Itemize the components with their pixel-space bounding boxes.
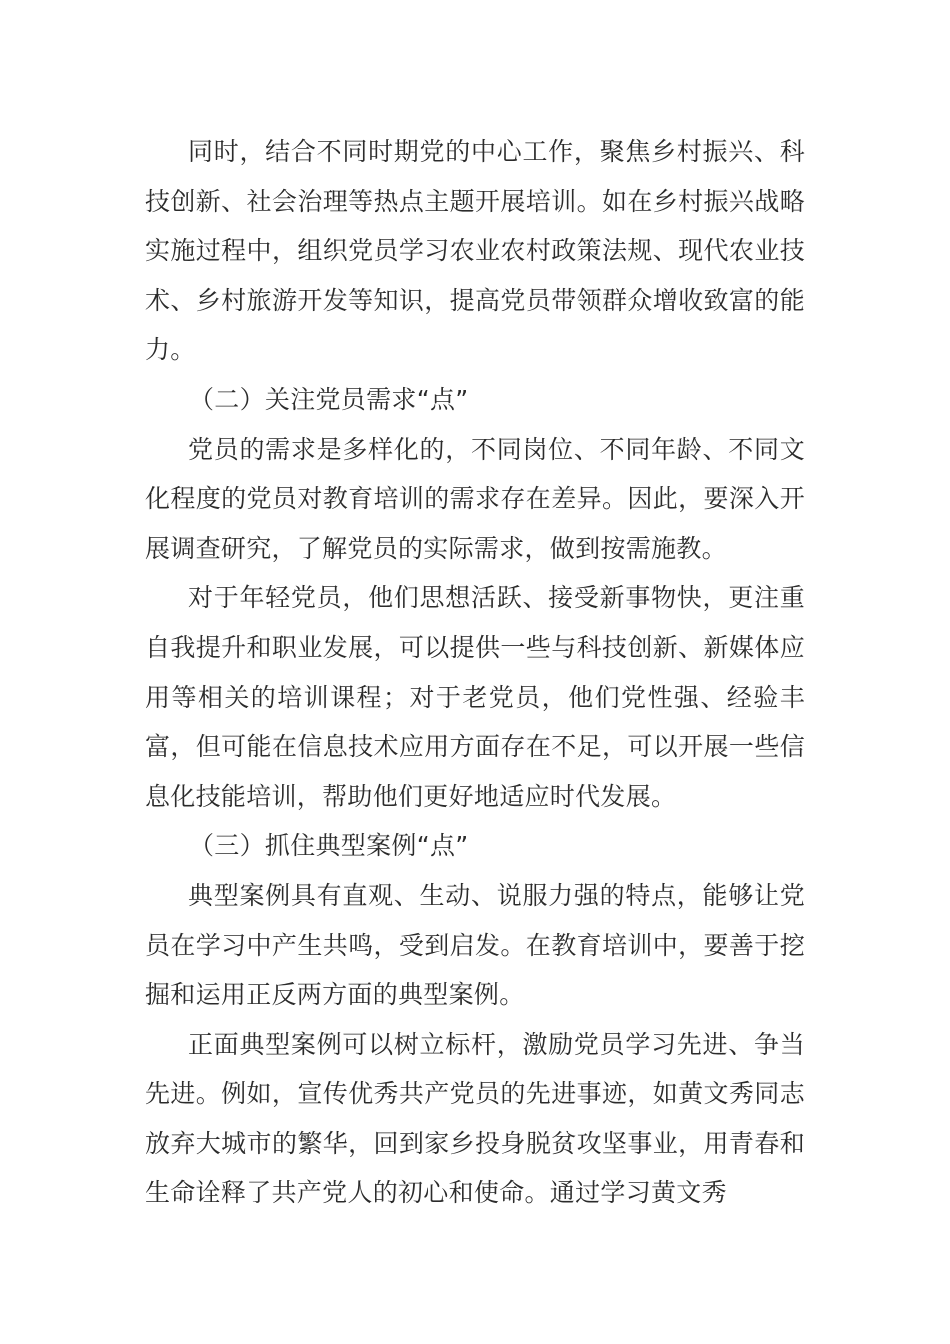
text-line: 自我提升和职业发展，可以提供一些与科技创新、新媒体 — [145, 632, 780, 662]
text-line: 技创新、社会治理等热点主题开展培训。如在乡村振兴战 — [145, 186, 780, 216]
text-line: 典型案例具有直观、生动、说服力强的特点，能够让党 — [188, 880, 805, 910]
text-line: 同时，结合不同时期党的中心工作，聚焦乡村振兴、科 — [188, 137, 805, 166]
heading-text: （三）抓住典型案例“点” — [189, 831, 469, 861]
text-line: 业技术、乡村旅游开发等知识，提高党员带领群众增收致 — [145, 236, 806, 315]
paragraph — [145, 1020, 805, 1218]
text-line: 春和生命诠释了共产党人的初心和使命。通过学习黄文秀 — [145, 1128, 806, 1208]
text-line: 应用等相关的培训课程；对于老党员，他们党性强、经验 — [145, 632, 805, 712]
text-line: 挖掘和运用正反两方面的典型案例。 — [145, 930, 805, 1010]
heading-text: （二）关注党员需求“点” — [189, 384, 469, 414]
text-line: 先进。例如，宣传优秀共产党员的先进事迹，如黄文秀同 — [145, 1079, 780, 1109]
paragraph — [145, 127, 805, 375]
text-line: 略实施过程中，组织党员学习农业农村政策法规、现代农 — [145, 186, 805, 266]
text-line: 富的能力。 — [145, 285, 805, 365]
paragraph — [145, 425, 805, 574]
paragraph — [145, 871, 805, 1020]
paragraph — [145, 573, 805, 821]
text-line: 正面典型案例可以树立标杆，激励党员学习先进、争当 — [188, 1029, 805, 1059]
text-line: 党员的需求是多样化的，不同岗位、不同年龄、不同文 — [188, 434, 805, 464]
text-line: 对于年轻党员，他们思想活跃、接受新事物快，更注重 — [188, 583, 805, 613]
text-line: 些信息化技能培训，帮助他们更好地适应时代发展。 — [145, 732, 806, 811]
section-heading — [145, 821, 805, 871]
section-heading — [145, 375, 805, 425]
text-line: 志放弃大城市的繁华，回到家乡投身脱贫攻坚事业，用青 — [145, 1079, 805, 1158]
text-line: 开展调查研究，了解党员的实际需求，做到按需施教。 — [145, 484, 805, 563]
text-line: 化程度的党员对教育培训的需求存在差异。因此，要深入 — [145, 484, 780, 514]
text-line: 员在学习中产生共鸣，受到启发。在教育培训中，要善于 — [145, 930, 780, 960]
text-line: 丰富，但可能在信息技术应用方面存在不足，可以开展一 — [145, 682, 805, 762]
document-body — [145, 127, 805, 1218]
